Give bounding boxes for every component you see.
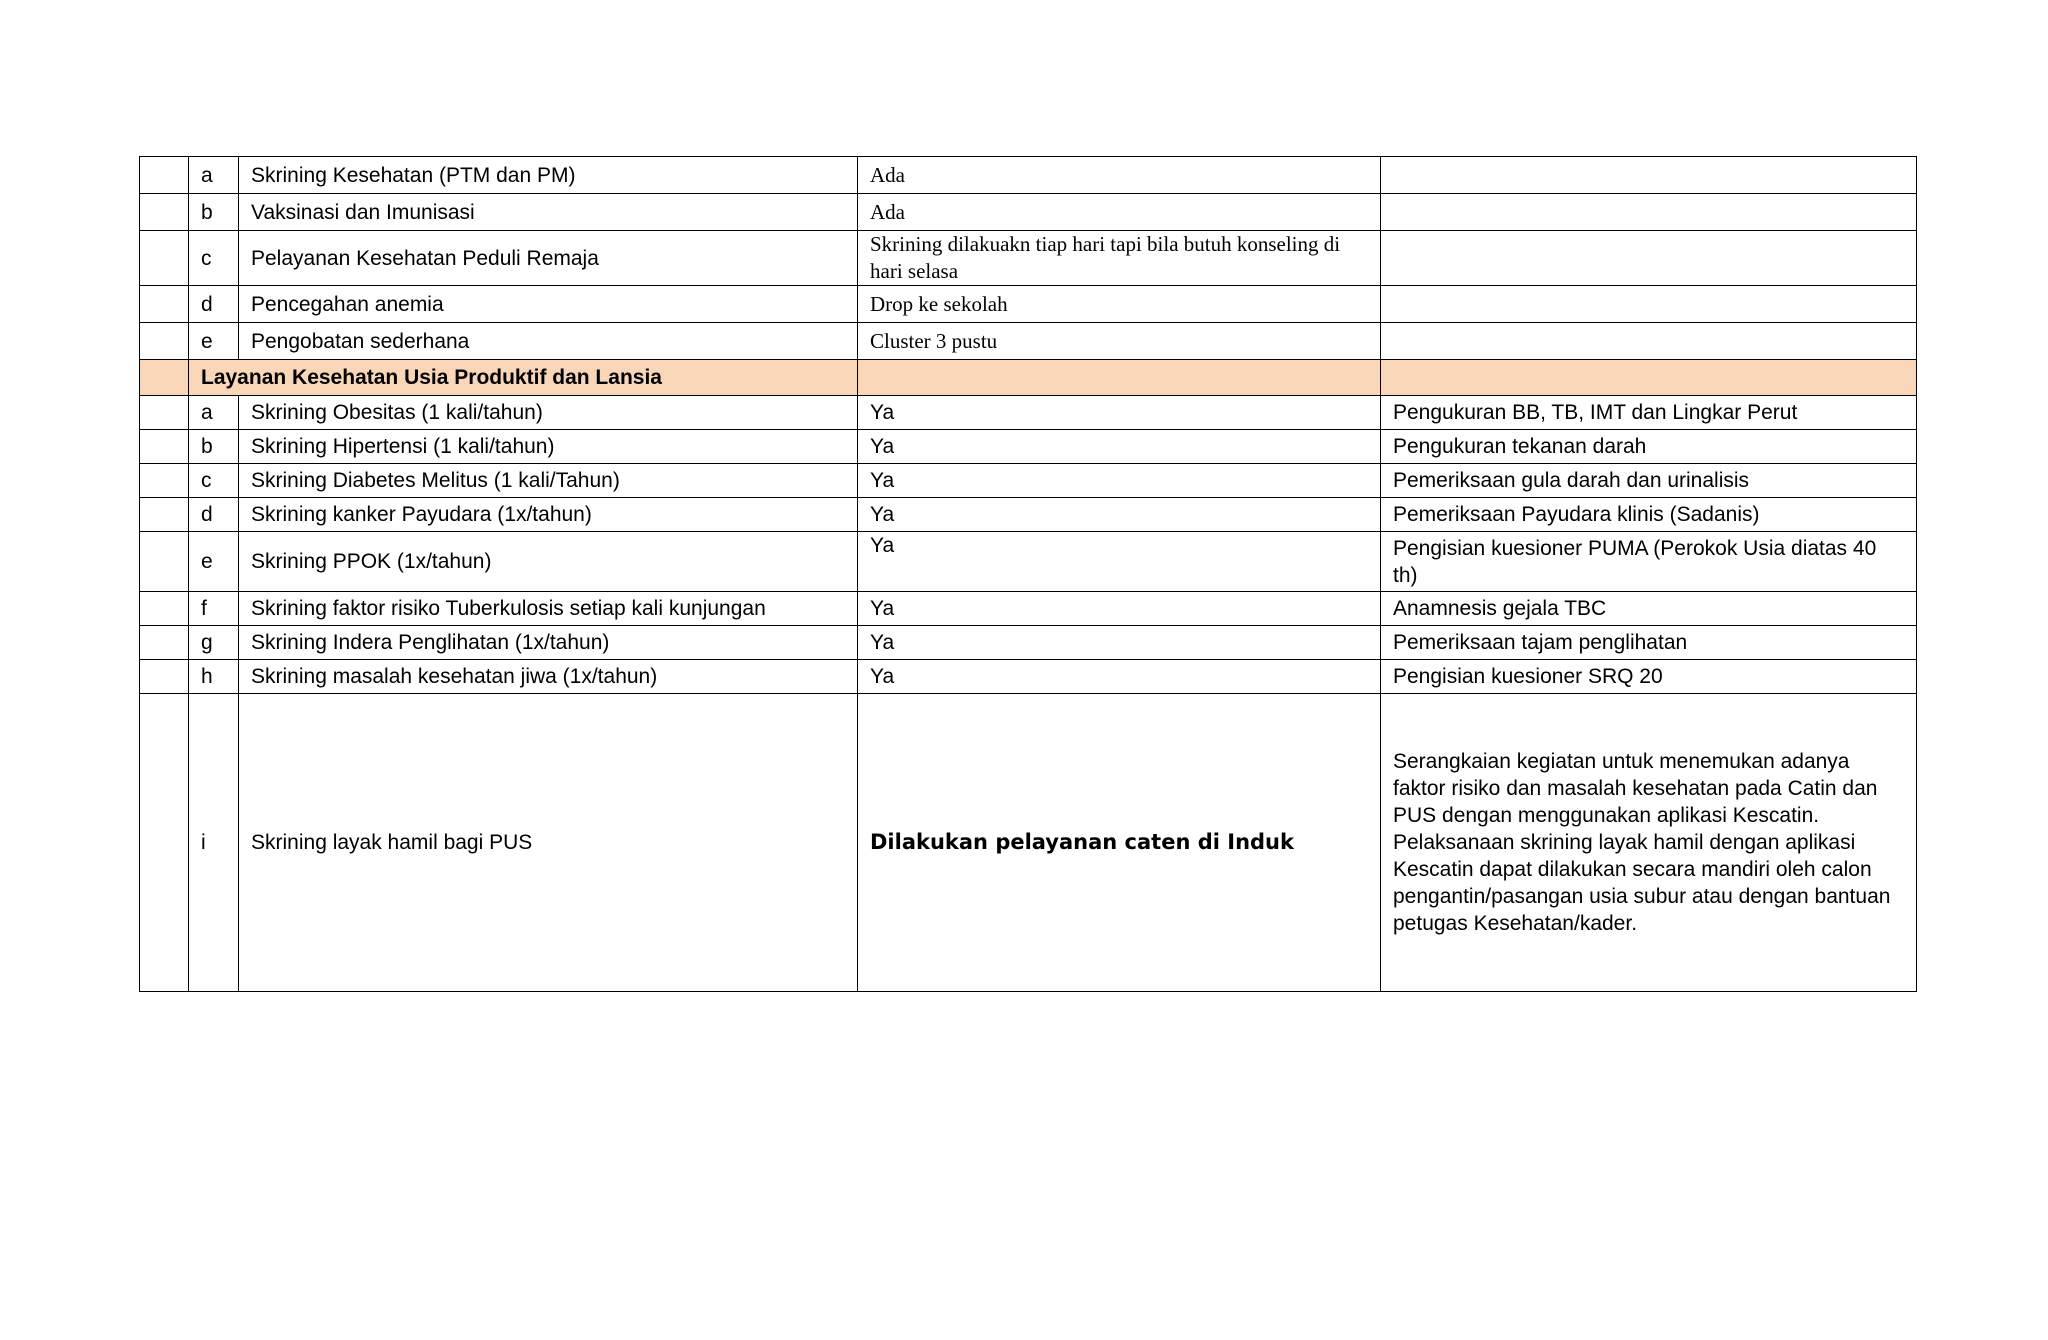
item-cell: Skrining faktor risiko Tuberkulosis setiap kali kunjungan: [239, 592, 858, 626]
table-row: [140, 323, 1917, 360]
letter-cell: f: [189, 592, 239, 626]
table-row: [140, 464, 1917, 498]
number-cell: [140, 360, 189, 396]
letter-cell: b: [189, 430, 239, 464]
number-cell: [140, 157, 189, 194]
note-cell: Serangkaian kegiatan untuk menemukan adanya faktor risiko dan masalah kesehatan pada Catin dan PUS dengan menggunakan aplikasi Kescatin. Pelaksanaan skrining layak hamil dengan aplikasi Kescatin dapat dilakukan secara mandiri oleh calon pengantin/pasangan usia subur atau dengan bantuan petugas Kesehatan/kader.: [1381, 694, 1917, 992]
status-cell: Drop ke sekolah: [858, 286, 1381, 323]
table-row: [140, 626, 1917, 660]
table-row: [140, 660, 1917, 694]
note-cell: Pemeriksaan Payudara klinis (Sadanis): [1381, 498, 1917, 532]
item-cell: Skrining Hipertensi (1 kali/tahun): [239, 430, 858, 464]
status-cell: Ya: [858, 592, 1381, 626]
letter-cell: c: [189, 464, 239, 498]
item-cell: Skrining kanker Payudara (1x/tahun): [239, 498, 858, 532]
table-row: [140, 430, 1917, 464]
table-row: [140, 396, 1917, 430]
item-cell: Skrining masalah kesehatan jiwa (1x/tahun): [239, 660, 858, 694]
table-row: [140, 498, 1917, 532]
letter-cell: a: [189, 396, 239, 430]
table-row: [140, 592, 1917, 626]
item-cell: Skrining Kesehatan (PTM dan PM): [239, 157, 858, 194]
section-header-row: [140, 360, 1917, 396]
letter-cell: h: [189, 660, 239, 694]
item-cell: Pengobatan sederhana: [239, 323, 858, 360]
item-cell: Skrining Diabetes Melitus (1 kali/Tahun): [239, 464, 858, 498]
table-row: [140, 231, 1917, 286]
number-cell: [140, 498, 189, 532]
letter-cell: e: [189, 323, 239, 360]
number-cell: [140, 430, 189, 464]
note-cell: [1381, 360, 1917, 396]
status-cell: Ada: [858, 194, 1381, 231]
note-cell: Pengukuran BB, TB, IMT dan Lingkar Perut: [1381, 396, 1917, 430]
status-cell: Cluster 3 pustu: [858, 323, 1381, 360]
number-cell: [140, 231, 189, 286]
letter-cell: e: [189, 532, 239, 592]
number-cell: [140, 660, 189, 694]
status-cell: Ya: [858, 430, 1381, 464]
item-cell: Pencegahan anemia: [239, 286, 858, 323]
number-cell: [140, 286, 189, 323]
number-cell: [140, 396, 189, 430]
number-cell: [140, 323, 189, 360]
table-row: [140, 694, 1917, 992]
item-cell: Skrining Obesitas (1 kali/tahun): [239, 396, 858, 430]
number-cell: [140, 626, 189, 660]
number-cell: [140, 532, 189, 592]
section-title: Layanan Kesehatan Usia Produktif dan Lansia: [189, 360, 858, 396]
status-cell: Ya: [858, 396, 1381, 430]
item-cell: Pelayanan Kesehatan Peduli Remaja: [239, 231, 858, 286]
note-cell: Pengukuran tekanan darah: [1381, 430, 1917, 464]
number-cell: [140, 694, 189, 992]
item-cell: Skrining Indera Penglihatan (1x/tahun): [239, 626, 858, 660]
note-cell: Pemeriksaan gula darah dan urinalisis: [1381, 464, 1917, 498]
letter-cell: g: [189, 626, 239, 660]
note-cell: [1381, 323, 1917, 360]
letter-cell: d: [189, 286, 239, 323]
letter-cell: i: [189, 694, 239, 992]
note-cell: Pengisian kuesioner SRQ 20: [1381, 660, 1917, 694]
item-cell: Skrining layak hamil bagi PUS: [239, 694, 858, 992]
table-row: [140, 286, 1917, 323]
note-cell: Pemeriksaan tajam penglihatan: [1381, 626, 1917, 660]
table-row: [140, 157, 1917, 194]
item-cell: Skrining PPOK (1x/tahun): [239, 532, 858, 592]
item-cell: Vaksinasi dan Imunisasi: [239, 194, 858, 231]
letter-cell: b: [189, 194, 239, 231]
note-cell: Anamnesis gejala TBC: [1381, 592, 1917, 626]
status-cell: Skrining dilakuakn tiap hari tapi bila butuh konseling di hari selasa: [858, 231, 1381, 286]
status-cell: Ya: [858, 626, 1381, 660]
number-cell: [140, 592, 189, 626]
note-cell: [1381, 231, 1917, 286]
status-cell: Ya: [858, 660, 1381, 694]
status-cell: Ada: [858, 157, 1381, 194]
table-row: [140, 532, 1917, 592]
number-cell: [140, 194, 189, 231]
note-cell: [1381, 194, 1917, 231]
status-cell: Ya: [858, 532, 1381, 592]
status-cell: Dilakukan pelayanan caten di Induk: [858, 694, 1381, 992]
status-cell: Ya: [858, 498, 1381, 532]
letter-cell: c: [189, 231, 239, 286]
status-cell: [858, 360, 1381, 396]
services-table: [139, 156, 1917, 992]
note-cell: [1381, 286, 1917, 323]
letter-cell: d: [189, 498, 239, 532]
number-cell: [140, 464, 189, 498]
status-cell: Ya: [858, 464, 1381, 498]
note-cell: Pengisian kuesioner PUMA (Perokok Usia diatas 40 th): [1381, 532, 1917, 592]
note-cell: [1381, 157, 1917, 194]
table-row: [140, 194, 1917, 231]
letter-cell: a: [189, 157, 239, 194]
